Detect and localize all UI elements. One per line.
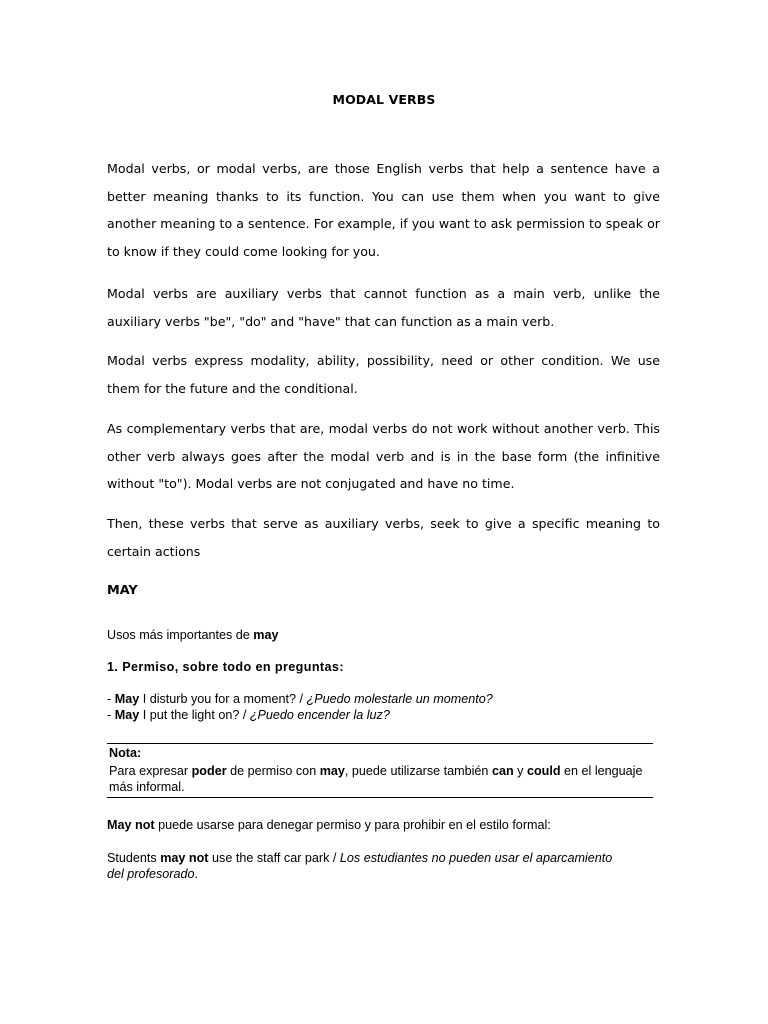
students-italic: Los estudiantes no pueden usar el aparcamiento del profesorado (107, 851, 613, 881)
nota-text (109, 763, 653, 795)
example-text: I put the light on? / (139, 708, 250, 722)
example-bold: May (114, 708, 140, 722)
example-prefix: - (107, 708, 115, 722)
nota-text-part: y (513, 764, 527, 778)
usos-line (107, 628, 279, 642)
paragraph-auxiliary: Modal verbs are auxiliary verbs that cannot function as a main verb, unlike the auxiliary verbs "be", "do" and "have" that can function as a main verb. (107, 286, 660, 329)
students-text: use the staff car park / (208, 851, 340, 865)
nota-text-part: en el lenguaje más informal. (109, 764, 643, 794)
may-not-text: puede usarse para denegar permiso y para prohibir en el estilo formal: (154, 818, 551, 832)
usos-bold: may (253, 628, 279, 642)
may-not-line (107, 818, 551, 832)
may-not-bold: May not (107, 818, 155, 832)
paragraph-intro: Modal verbs, or modal verbs, are those English verbs that help a sentence have a better meaning thanks to its function. You can use them when you want to give another meaning to a sentence. For example, if you want to ask permission to speak or to know if they could come looking for you. (107, 161, 660, 260)
example-italic: ¿Puedo encender la luz? (249, 708, 390, 722)
example-line (107, 692, 493, 706)
nota-title: Nota: (109, 746, 142, 760)
students-bold: may not (160, 851, 209, 865)
paragraph-actions: Then, these verbs that serve as auxiliary verbs, seek to give a specific meaning to certain actions (107, 516, 660, 559)
nota-text-part: Para expresar (109, 764, 192, 778)
nota-text-part: de permiso con (226, 764, 320, 778)
nota-bold: poder (191, 764, 227, 778)
nota-bold: may (319, 764, 345, 778)
students-example (107, 850, 627, 882)
nota-box (107, 743, 653, 798)
permiso-heading: 1. Permiso, sobre todo en preguntas: (107, 660, 344, 674)
paragraph-complementary: As complementary verbs that are, modal verbs do not work without another verb. This other verb always goes after the modal verb and is in the base form (the infinitive without "to"). Modal verbs are not conjugated and have no time. (107, 421, 660, 492)
example-italic: ¿Puedo molestarle un momento? (306, 692, 493, 706)
students-text: Students (107, 851, 161, 865)
nota-text-part: , puede utilizarse también (344, 764, 492, 778)
nota-bold: can (491, 764, 514, 778)
usos-text: Usos más importantes de (107, 628, 254, 642)
example-line (107, 708, 390, 722)
section-heading-may: MAY (107, 583, 138, 598)
students-text: . (194, 867, 199, 881)
nota-bold: could (526, 764, 561, 778)
example-bold: May (114, 692, 140, 706)
paragraph-modality: Modal verbs express modality, ability, possibility, need or other condition. We use them for the future and the conditional. (107, 353, 660, 396)
example-text: I disturb you for a moment? / (139, 692, 307, 706)
document-title: MODAL VERBS (332, 92, 436, 107)
example-prefix: - (107, 692, 115, 706)
